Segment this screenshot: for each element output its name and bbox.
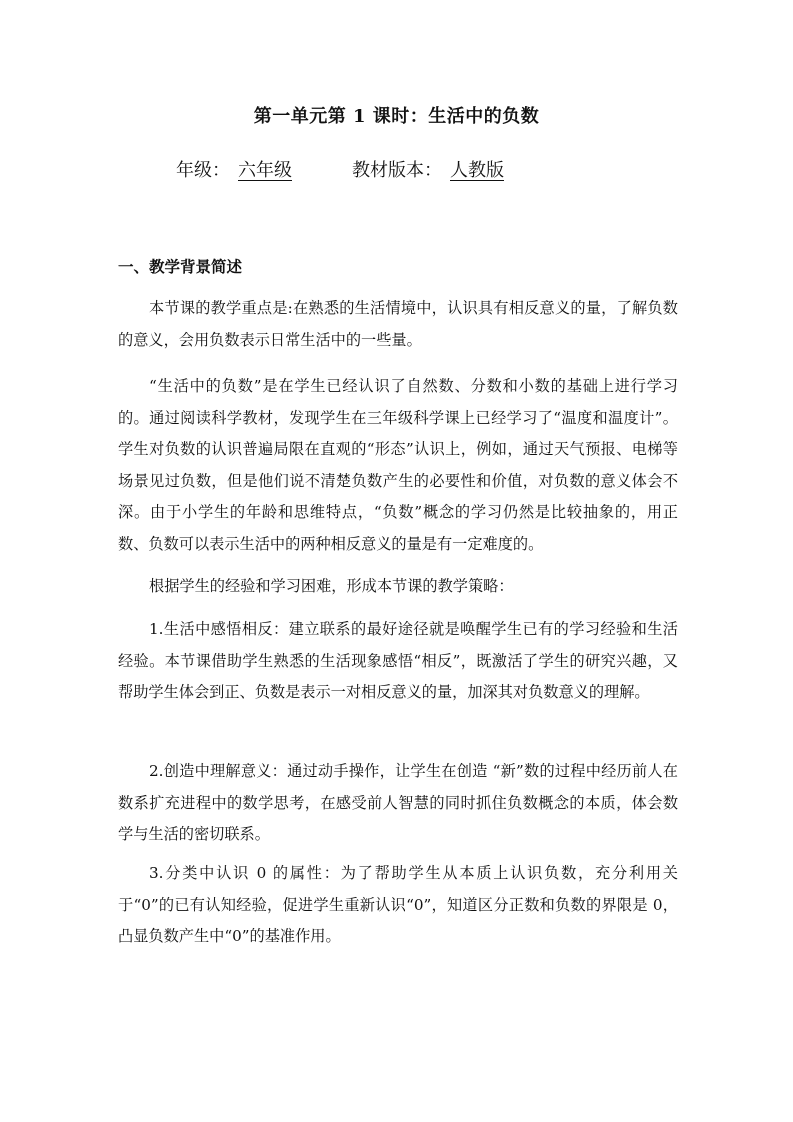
paragraph-text: 本节课的教学重点是:在熟悉的生活情境中，认识具有相反意义的量，了解负数的意义，会用负数表示日常生活中的一些量。: [118, 299, 678, 349]
lesson-meta: [176, 159, 512, 183]
grade-value: 六年级: [238, 160, 292, 181]
paragraph-2: [118, 371, 678, 560]
paragraph-text: “生活中的负数”是在学生已经认识了自然数、分数和小数的基础上进行学习的。通过阅读科学教材，发现学生在三年级科学课上已经学习了“温度和温度计”。学生对负数的认识普遍局限在直观的“形态”认识上，例如，通过天气预报、电梯等场景见过负数，但是他们说不清楚负数产生的必要性和价值，对负数的意义体会不深。由于小学生的年龄和思维特点，“负数”概念的学习仍然是比较抽象的，用正数、负数可以表示生活中的两种相反意义的量是有一定难度的。: [118, 377, 678, 553]
paragraph-3: [118, 571, 678, 603]
edition-value: 人教版: [450, 160, 504, 181]
paragraph-4: [118, 614, 678, 709]
paragraph-5: [118, 756, 678, 851]
edition-label: 教材版本：: [352, 160, 442, 181]
grade-label: 年级：: [176, 160, 230, 181]
page-title: 第一单元第 1 课时：生活中的负数: [253, 106, 540, 127]
paragraph-text: 2.创造中理解意义：通过动手操作，让学生在创造 “新”数的过程中经历前人在数系扩充进程中的数学思考，在感受前人智慧的同时抓住负数概念的本质，体会数学与生活的密切联系。: [118, 762, 678, 843]
paragraph-text: 1.生活中感悟相反：建立联系的最好途径就是唤醒学生已有的学习经验和生活经验。本节课借助学生熟悉的生活现象感悟“相反”，既激活了学生的研究兴趣，又帮助学生体会到正、负数是表示一对相反意义的量，加深其对负数意义的理解。: [118, 620, 678, 701]
paragraph-6: [118, 858, 678, 953]
paragraph-text: 根据学生的经验和学习困难，形成本节课的教学策略：: [149, 577, 514, 595]
section-heading: 一、教学背景简述: [118, 257, 243, 276]
paragraph-1: [118, 293, 678, 356]
paragraph-text: 3.分类中认识 0 的属性：为了帮助学生从本质上认识负数，充分利用关于“0”的已有认知经验，促进学生重新认识“0”，知道区分正数和负数的界限是 0，凸显负数产生中“0”的基准作用。: [118, 864, 678, 945]
